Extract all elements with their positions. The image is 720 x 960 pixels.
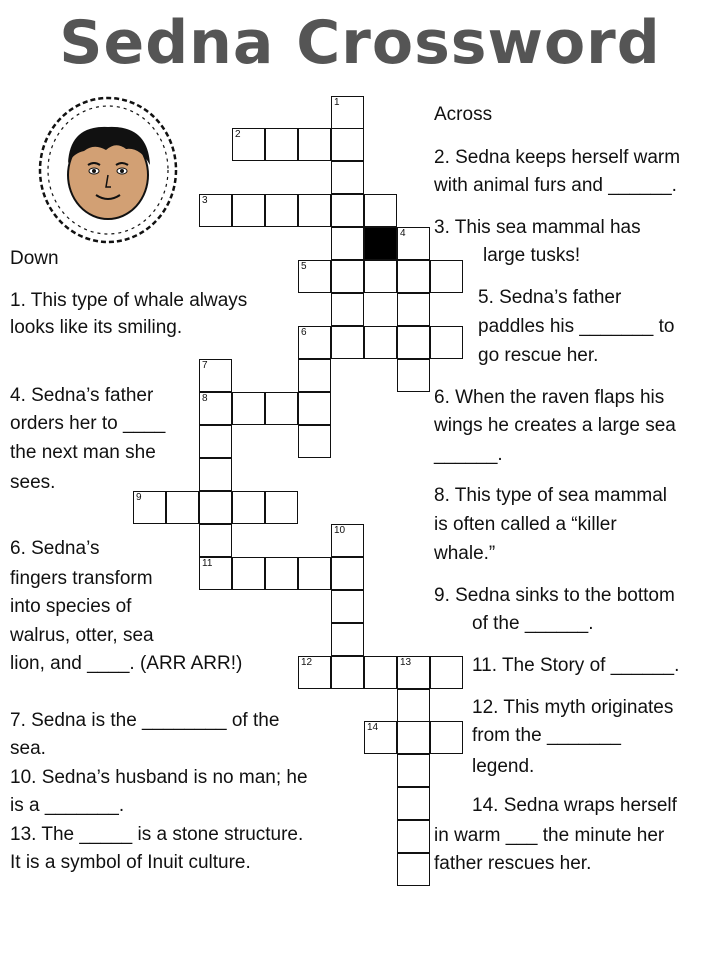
grid-cell[interactable] bbox=[397, 260, 430, 293]
grid-cell[interactable] bbox=[331, 524, 364, 557]
down-heading: Down bbox=[10, 248, 59, 269]
grid-cell[interactable] bbox=[199, 425, 232, 458]
grid-cell[interactable] bbox=[397, 787, 430, 820]
across-heading: Across bbox=[434, 104, 493, 125]
down-clue-line: 4. Sedna’s father bbox=[10, 385, 154, 406]
across-clue-line: 11. The Story of ______. bbox=[472, 655, 680, 676]
grid-cell[interactable] bbox=[331, 293, 364, 326]
down-clue-line: 6. Sedna’s bbox=[10, 538, 100, 559]
clue-number: 7 bbox=[202, 360, 208, 371]
across-clue-line: paddles his _______ to bbox=[478, 316, 675, 337]
across-clue-line: from the _______ bbox=[472, 725, 621, 746]
grid-cell[interactable] bbox=[133, 491, 166, 524]
clue-number: 1 bbox=[334, 97, 340, 108]
clue-number: 10 bbox=[334, 525, 346, 536]
grid-cell[interactable] bbox=[331, 623, 364, 656]
grid-cell[interactable] bbox=[199, 458, 232, 491]
grid-cell[interactable] bbox=[199, 194, 232, 227]
grid-cell[interactable] bbox=[331, 260, 364, 293]
grid-cell[interactable] bbox=[199, 524, 232, 557]
grid-cell[interactable] bbox=[364, 656, 397, 689]
across-clue-line: ______. bbox=[434, 444, 503, 465]
clue-number: 13 bbox=[400, 657, 412, 668]
down-clue-line: lion, and ____. (ARR ARR!) bbox=[10, 653, 243, 674]
across-clue-line: 2. Sedna keeps herself warm bbox=[434, 147, 681, 168]
grid-cell[interactable] bbox=[298, 557, 331, 590]
clue-number: 6 bbox=[301, 327, 307, 338]
grid-cell[interactable] bbox=[199, 557, 232, 590]
down-clue-line: 13. The _____ is a stone structure. bbox=[10, 824, 304, 845]
across-clue-line: in warm ___ the minute her bbox=[434, 825, 665, 846]
across-clue-line: is often called a “killer bbox=[434, 514, 617, 535]
grid-cell[interactable] bbox=[397, 326, 430, 359]
grid-cell[interactable] bbox=[397, 853, 430, 886]
grid-cell[interactable] bbox=[397, 656, 430, 689]
grid-cell[interactable] bbox=[298, 260, 331, 293]
down-clue-line: orders her to ____ bbox=[10, 413, 166, 434]
grid-cell[interactable] bbox=[397, 754, 430, 787]
grid-cell[interactable] bbox=[430, 721, 463, 754]
grid-cell[interactable] bbox=[199, 392, 232, 425]
clue-number: 5 bbox=[301, 261, 307, 272]
grid-cell[interactable] bbox=[364, 721, 397, 754]
grid-cell[interactable] bbox=[265, 491, 298, 524]
grid-cell[interactable] bbox=[298, 128, 331, 161]
down-clue-line: sees. bbox=[10, 472, 56, 493]
clue-number: 9 bbox=[136, 492, 142, 503]
black-cell bbox=[364, 227, 397, 260]
grid-cell[interactable] bbox=[397, 689, 430, 722]
grid-cell[interactable] bbox=[232, 128, 265, 161]
grid-cell[interactable] bbox=[331, 326, 364, 359]
grid-cell[interactable] bbox=[430, 326, 463, 359]
grid-cell[interactable] bbox=[298, 194, 331, 227]
across-clue-line: father rescues her. bbox=[434, 853, 592, 874]
grid-cell[interactable] bbox=[397, 359, 430, 392]
grid-cell[interactable] bbox=[298, 425, 331, 458]
grid-cell[interactable] bbox=[232, 557, 265, 590]
page-title: Sedna Crossword bbox=[59, 8, 661, 78]
down-clue-line: walrus, otter, sea bbox=[10, 625, 154, 646]
grid-cell[interactable] bbox=[331, 590, 364, 623]
across-clue-line: 9. Sedna sinks to the bottom bbox=[434, 585, 675, 606]
down-clue-line: 7. Sedna is the ________ of the bbox=[10, 710, 280, 731]
across-clue-line: 5. Sedna’s father bbox=[478, 287, 622, 308]
grid-cell[interactable] bbox=[331, 128, 364, 161]
grid-cell[interactable] bbox=[199, 359, 232, 392]
clue-number: 11 bbox=[202, 558, 213, 569]
down-clue-line: 1. This type of whale always bbox=[10, 290, 248, 311]
grid-cell[interactable] bbox=[298, 656, 331, 689]
across-clue-line: 12. This myth originates bbox=[472, 697, 674, 718]
grid-cell[interactable] bbox=[298, 326, 331, 359]
across-clue-line: 6. When the raven flaps his bbox=[434, 387, 665, 408]
down-clue-line: It is a symbol of Inuit culture. bbox=[10, 852, 251, 873]
grid-cell[interactable] bbox=[331, 161, 364, 194]
down-clue-line: the next man she bbox=[10, 442, 156, 463]
clue-number: 14 bbox=[367, 722, 379, 733]
clue-number: 2 bbox=[235, 129, 241, 140]
grid-cell[interactable] bbox=[331, 557, 364, 590]
grid-cell[interactable] bbox=[331, 194, 364, 227]
grid-cell[interactable] bbox=[232, 392, 265, 425]
across-clue-line: whale.” bbox=[434, 543, 496, 564]
grid-cell[interactable] bbox=[331, 96, 364, 129]
across-clue-line: with animal furs and ______. bbox=[434, 175, 677, 196]
grid-cell[interactable] bbox=[166, 491, 199, 524]
grid-cell[interactable] bbox=[397, 721, 430, 754]
grid-cell[interactable] bbox=[298, 392, 331, 425]
grid-cell[interactable] bbox=[364, 194, 397, 227]
down-clue-line: looks like its smiling. bbox=[10, 317, 183, 338]
clue-number: 4 bbox=[400, 228, 406, 239]
grid-cell[interactable] bbox=[397, 293, 430, 326]
across-clue-line: of the ______. bbox=[472, 613, 594, 634]
grid-cell[interactable] bbox=[199, 491, 232, 524]
grid-cell[interactable] bbox=[331, 227, 364, 260]
down-clue-line: fingers transform bbox=[10, 568, 153, 589]
grid-cell[interactable] bbox=[397, 820, 430, 853]
down-clue-line: is a _______. bbox=[10, 795, 125, 816]
grid-cell[interactable] bbox=[265, 557, 298, 590]
grid-cell[interactable] bbox=[364, 260, 397, 293]
clue-number: 12 bbox=[301, 657, 313, 668]
across-clue-line: wings he creates a large sea bbox=[434, 415, 676, 436]
grid-cell[interactable] bbox=[430, 656, 463, 689]
grid-cell[interactable] bbox=[265, 128, 298, 161]
across-clue-line: legend. bbox=[472, 756, 535, 777]
grid-cell[interactable] bbox=[232, 194, 265, 227]
grid-cell[interactable] bbox=[397, 227, 430, 260]
down-clue-line: 10. Sedna’s husband is no man; he bbox=[10, 767, 308, 788]
grid-cell[interactable] bbox=[265, 194, 298, 227]
across-clue-line: go rescue her. bbox=[478, 345, 599, 366]
grid-cell[interactable] bbox=[364, 326, 397, 359]
clue-number: 8 bbox=[202, 393, 208, 404]
across-clue-line: 14. Sedna wraps herself bbox=[472, 795, 677, 816]
across-clue-line: 8. This type of sea mammal bbox=[434, 485, 668, 506]
down-clue-line: sea. bbox=[10, 738, 46, 759]
grid-cell[interactable] bbox=[331, 656, 364, 689]
clue-number: 3 bbox=[202, 195, 208, 206]
grid-cell[interactable] bbox=[298, 359, 331, 392]
grid-cell[interactable] bbox=[265, 392, 298, 425]
across-clue-line: 3. This sea mammal has bbox=[434, 217, 641, 238]
grid-cell[interactable] bbox=[232, 491, 265, 524]
down-clue-line: into species of bbox=[10, 596, 132, 617]
grid-cell[interactable] bbox=[430, 260, 463, 293]
across-clue-line: large tusks! bbox=[483, 245, 581, 266]
